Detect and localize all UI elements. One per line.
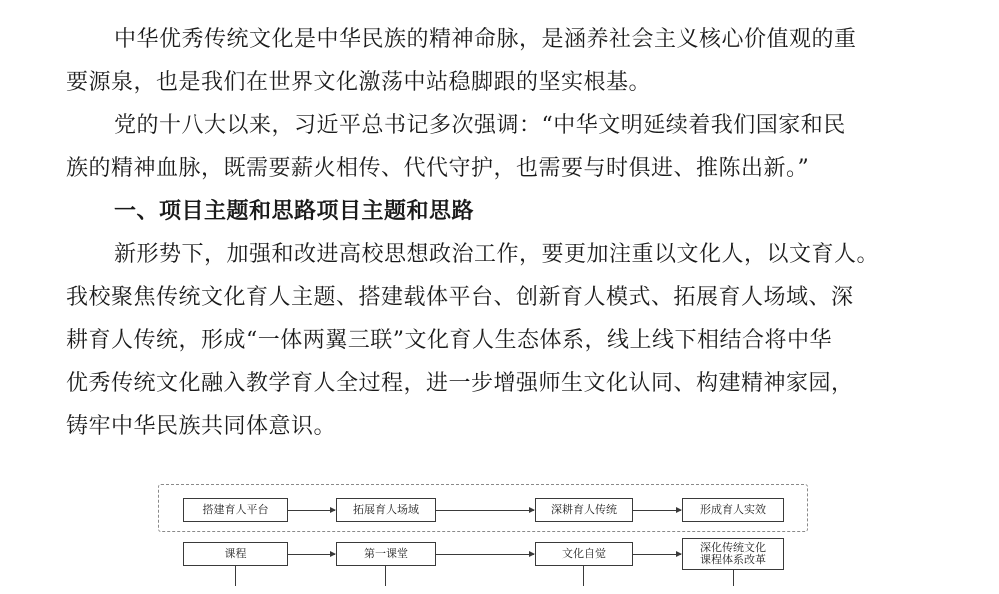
document-body	[66, 18, 906, 448]
box-build-platform: 搭建育人平台	[183, 498, 288, 522]
box-deepen-tradition: 深耕育人传统	[535, 498, 633, 522]
arrow-r1-1	[288, 510, 335, 511]
box-form-result: 形成育人实效	[682, 498, 784, 522]
connector-down-4	[733, 570, 734, 586]
connector-down-2	[385, 566, 386, 586]
arrow-r2-2	[436, 554, 534, 555]
paragraph-2-line-2: 族的精神血脉，既需要薪火相传、代代守护，也需要与时俱进、推陈出新。”	[66, 156, 810, 181]
connector-down-1	[235, 566, 236, 586]
connector-down-3	[583, 566, 584, 586]
paragraph-3-line-1: 新形势下，加强和改进高校思想政治工作，要更加注重以文化人，以文育人。	[114, 242, 880, 267]
box-first-classroom: 第一课堂	[336, 542, 436, 566]
arrow-r1-2	[436, 510, 534, 511]
box-expand-field: 拓展育人场域	[336, 498, 436, 522]
box-deepen-curriculum	[682, 538, 784, 570]
box-deepen-curriculum-line-2: 课程体系改革	[700, 553, 766, 566]
paragraph-3-line-2: 我校聚焦传统文化育人主题、搭建载体平台、创新育人模式、拓展育人场域、深	[66, 285, 854, 310]
paragraph-3	[66, 233, 906, 448]
paragraph-1-line-1: 中华优秀传统文化是中华民族的精神命脉，是涵养社会主义核心价值观的重	[114, 27, 857, 52]
paragraph-3-line-3: 耕育人传统，形成“一体两翼三联”文化育人生态体系，线上线下相结合将中华	[66, 328, 832, 353]
paragraph-1	[66, 18, 906, 104]
arrow-r2-1	[288, 554, 335, 555]
framework-diagram	[158, 484, 808, 594]
box-course: 课程	[183, 542, 288, 566]
box-cultural-awareness: 文化自觉	[535, 542, 633, 566]
section-heading: 一、项目主题和思路项目主题和思路	[114, 198, 475, 224]
paragraph-2	[66, 104, 906, 190]
paragraph-1-line-2: 要源泉，也是我们在世界文化激荡中站稳脚跟的坚实根基。	[66, 70, 652, 95]
paragraph-3-line-4: 优秀传统文化融入教学育人全过程，进一步增强师生文化认同、构建精神家园，	[66, 371, 854, 396]
arrow-r2-3	[633, 554, 681, 555]
paragraph-3-line-5: 铸牢中华民族共同体意识。	[66, 414, 337, 439]
box-deepen-curriculum-line-1: 深化传统文化	[700, 541, 766, 554]
paragraph-2-line-1: 党的十八大以来，习近平总书记多次强调：“中华文明延续着我们国家和民	[114, 113, 846, 138]
arrow-r1-3	[633, 510, 681, 511]
